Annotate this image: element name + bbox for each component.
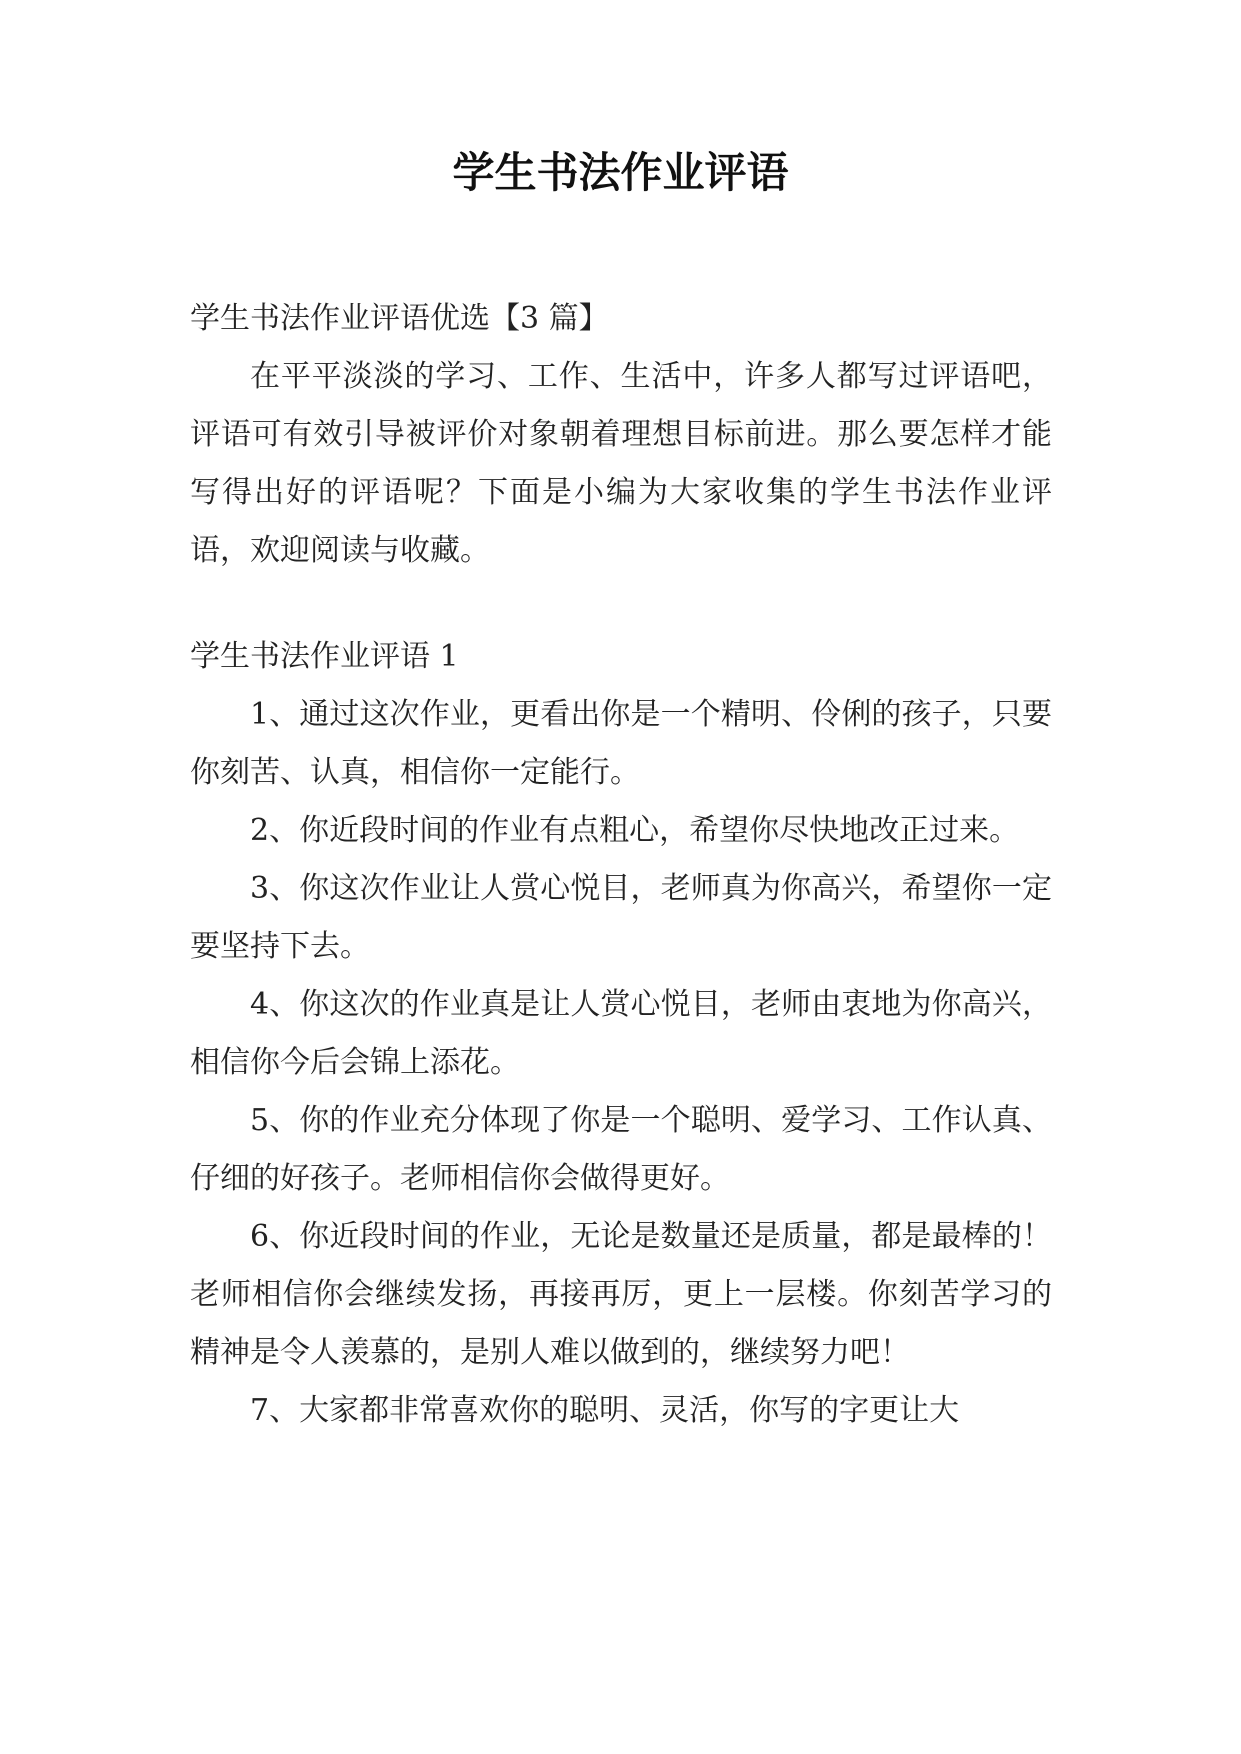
intro-paragraph: 在平平淡淡的学习、工作、生活中，许多人都写过评语吧，评语可有效引导被评价对象朝着理想目标前进。那么要怎样才能写得出好的评语呢？下面是小编为大家收集的学生书法作业评语，欢迎阅读与收藏。	[190, 359, 1052, 568]
document-subtitle: 学生书法作业评语优选【3 篇】	[190, 301, 609, 336]
list-item: 2、你近段时间的作业有点粗心，希望你尽快地改正过来。	[250, 813, 1020, 848]
list-item: 4、你这次的作业真是让人赏心悦目，老师由衷地为你高兴，相信你今后会锦上添花。	[190, 987, 1052, 1080]
list-item: 3、你这次作业让人赏心悦目，老师真为你高兴，希望你一定要坚持下去。	[190, 871, 1052, 964]
list-item: 7、大家都非常喜欢你的聪明、灵活，你写的字更让大	[250, 1393, 960, 1428]
document-body	[190, 290, 1052, 1440]
document-title: 学生书法作业评语	[452, 148, 789, 197]
section-heading: 学生书法作业评语 1	[190, 639, 459, 674]
list-item: 6、你近段时间的作业，无论是数量还是质量，都是最棒的！老师相信你会继续发扬，再接再厉，更上一层楼。你刻苦学习的精神是令人羡慕的，是别人难以做到的，继续努力吧！	[190, 1219, 1052, 1370]
list-item: 5、你的作业充分体现了你是一个聪明、爱学习、工作认真、仔细的好孩子。老师相信你会做得更好。	[190, 1103, 1052, 1196]
list-item: 1、通过这次作业，更看出你是一个精明、伶俐的孩子，只要你刻苦、认真，相信你一定能行。	[190, 697, 1052, 790]
